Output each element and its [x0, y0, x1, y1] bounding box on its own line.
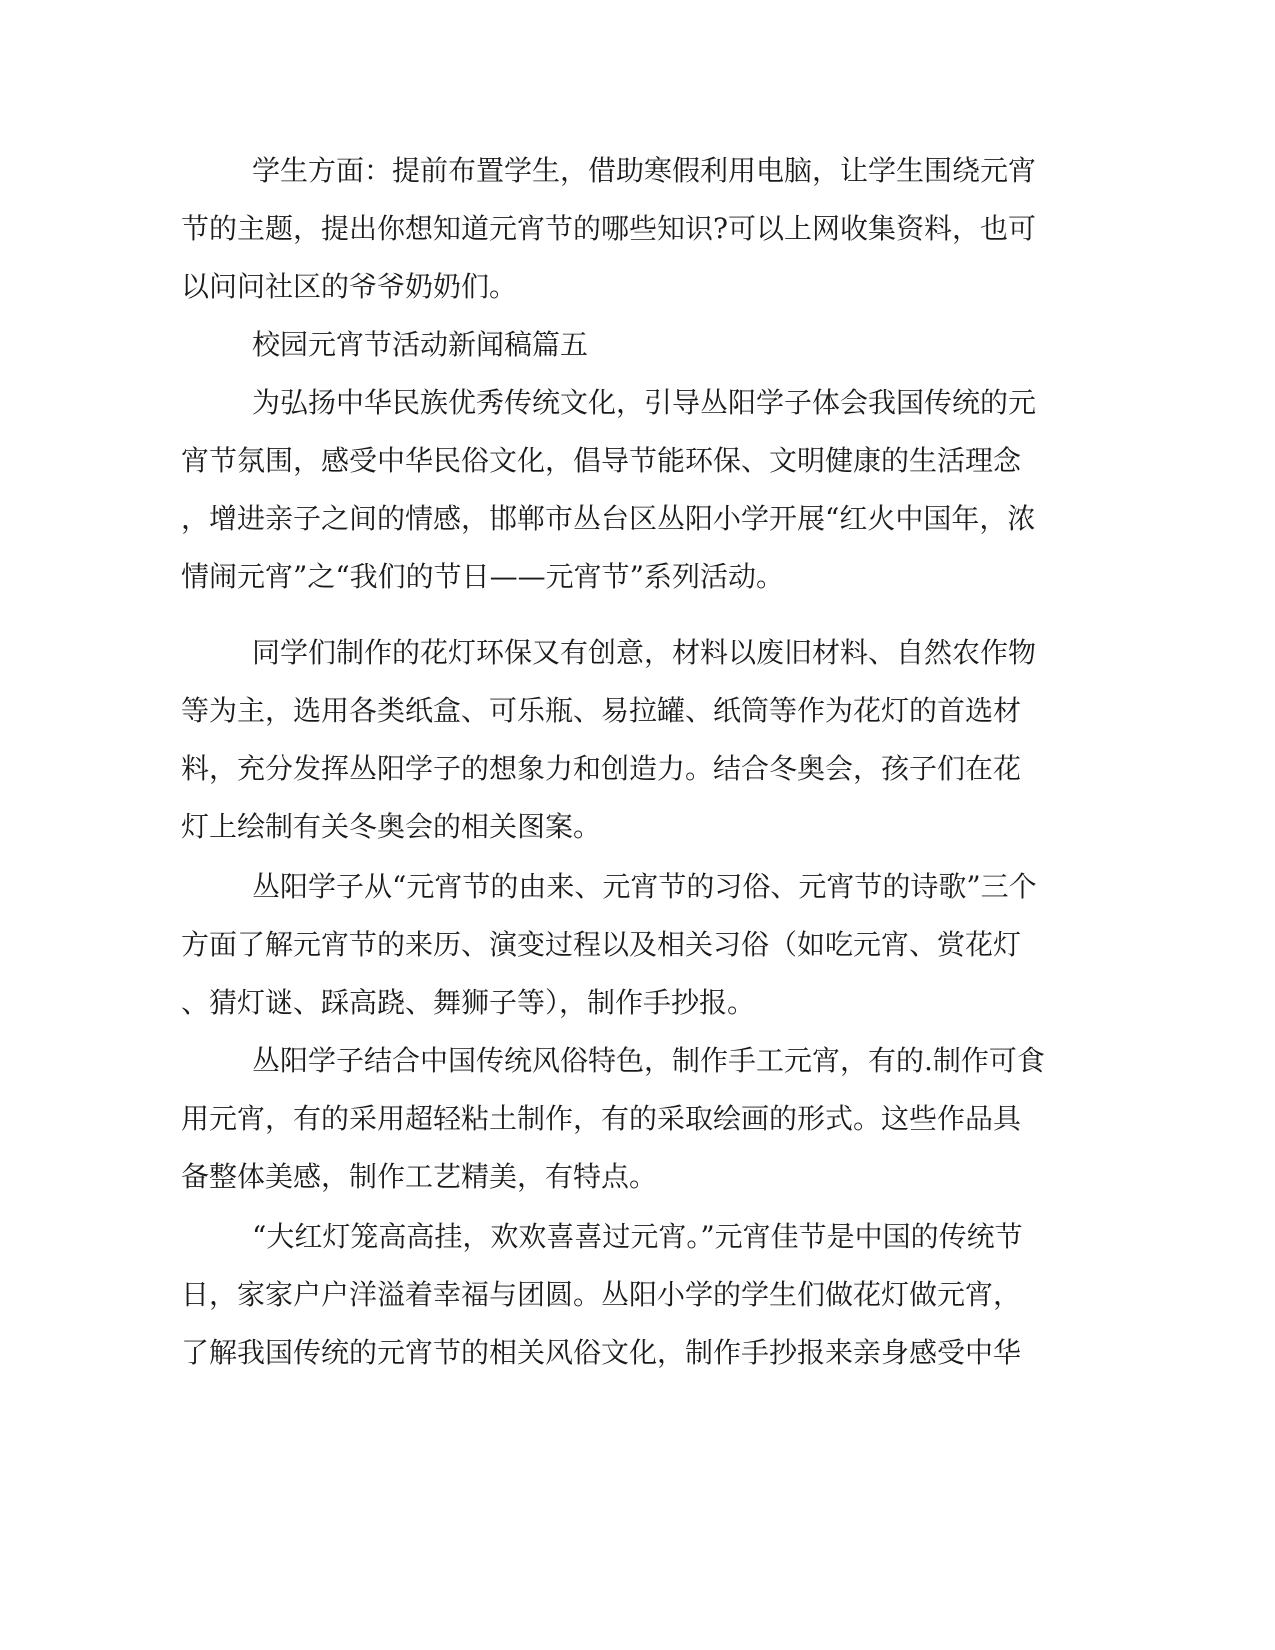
paragraph-closing-line-1: “大红灯笼高高挂，欢欢喜喜过元宵。”元宵佳节是中国的传统节 — [252, 1220, 1023, 1253]
paragraph-closing-line-3: 了解我国传统的元宵节的相关风俗文化，制作手抄报来亲身感受中华 — [181, 1336, 1022, 1369]
paragraph-handcopy-line-3: 、猜灯谜、踩高跷、舞狮子等），制作手抄报。 — [181, 986, 756, 1019]
section-heading: 校园元宵节活动新闻稿篇五 — [252, 328, 589, 361]
paragraph-intro-line-4: 情闹元宵”之“我们的节日——元宵节”系列活动。 — [181, 560, 784, 593]
paragraph-craft-line-1: 丛阳学子结合中国传统风俗特色，制作手工元宵，有的.制作可食 — [252, 1044, 1045, 1077]
paragraph-lanterns-line-1: 同学们制作的花灯环保又有创意，材料以废旧材料、自然农作物 — [252, 636, 1037, 669]
paragraph-lanterns-line-3: 料，充分发挥丛阳学子的想象力和创造力。结合冬奥会，孩子们在花 — [181, 752, 1022, 785]
paragraph-intro-line-2: 宵节氛围，感受中华民俗文化，倡导节能环保、文明健康的生活理念 — [181, 444, 1022, 477]
paragraph-handcopy-line-2: 方面了解元宵节的来历、演变过程以及相关习俗（如吃元宵、赏花灯 — [181, 928, 1022, 961]
paragraph-intro-line-1: 为弘扬中华民族优秀传统文化，引导丛阳学子体会我国传统的元 — [252, 386, 1037, 419]
paragraph-students-line-2: 节的主题，提出你想知道元宵节的哪些知识?可以上网收集资料，也可 — [181, 212, 1037, 245]
paragraph-intro-line-3: ，增进亲子之间的情感，邯郸市丛台区丛阳小学开展“红火中国年，浓 — [181, 502, 1036, 535]
paragraph-closing-line-2: 日，家家户户洋溢着幸福与团圆。丛阳小学的学生们做花灯做元宵， — [181, 1278, 1022, 1311]
paragraph-craft-line-2: 用元宵，有的采用超轻粘土制作，有的采取绘画的形式。这些作品具 — [181, 1102, 1022, 1135]
paragraph-lanterns-line-4: 灯上绘制有关冬奥会的相关图案。 — [181, 810, 602, 843]
paragraph-students-line-3: 以问问社区的爷爷奶奶们。 — [181, 270, 518, 303]
paragraph-handcopy-line-1: 丛阳学子从“元宵节的由来、元宵节的习俗、元宵节的诗歌”三个 — [252, 870, 1037, 903]
paragraph-students-line-1: 学生方面：提前布置学生，借助寒假利用电脑，让学生围绕元宵 — [252, 154, 1037, 187]
paragraph-lanterns-line-2: 等为主，选用各类纸盒、可乐瓶、易拉罐、纸筒等作为花灯的首选材 — [181, 694, 1022, 727]
paragraph-craft-line-3: 备整体美感，制作工艺精美，有特点。 — [181, 1160, 658, 1193]
